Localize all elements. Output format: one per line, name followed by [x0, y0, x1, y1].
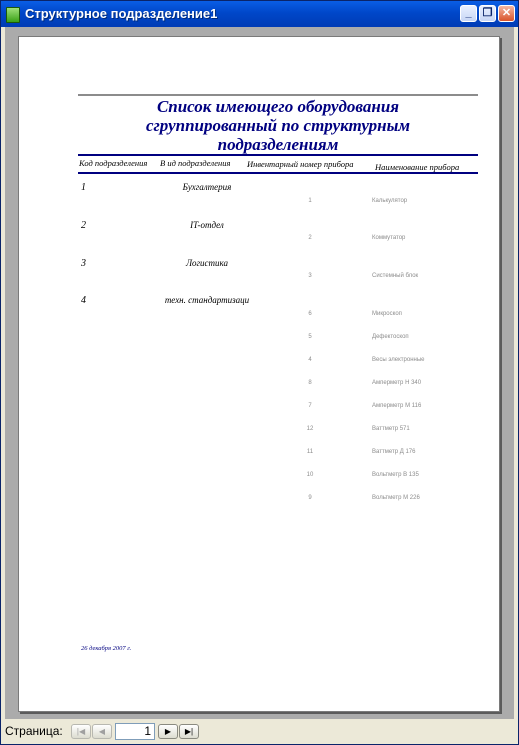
header-rule-middle: [78, 154, 478, 156]
group-name: Бухгалтерия: [182, 182, 232, 192]
device-name: Амперметр М 116: [372, 403, 422, 409]
column-header-device: Наименование прибора: [375, 162, 460, 172]
inventory-number: 1: [308, 198, 312, 204]
inventory-number: 3: [308, 273, 312, 279]
group-name: техн. стандартизаци: [164, 295, 250, 305]
group-code: 2: [81, 220, 86, 231]
device-name: Дефектоскоп: [372, 334, 409, 340]
header-rule-bottom: [78, 172, 478, 174]
device-name: Вольтметр В 135: [372, 472, 419, 478]
device-name: Микроскоп: [372, 311, 402, 317]
report-icon: [6, 7, 20, 23]
device-name: Ваттметр Д 176: [372, 449, 416, 455]
inventory-number: 11: [306, 449, 314, 455]
report-title-line-1: Список имеющего оборудования: [156, 97, 400, 116]
print-preview-area[interactable]: [5, 27, 514, 719]
header-rule-top: [78, 94, 478, 96]
inventory-number: 7: [308, 403, 312, 409]
previous-page-button[interactable]: ◀: [92, 724, 112, 739]
page-number-input[interactable]: 1: [115, 723, 155, 740]
report-title: [78, 97, 478, 154]
report-page: [18, 36, 500, 712]
device-name: Коммутатор: [372, 235, 406, 241]
group-name: IT-отдел: [190, 220, 224, 230]
inventory-number: 9: [308, 495, 312, 501]
device-name: Амперметр Н 340: [372, 380, 422, 386]
group-code: 3: [81, 258, 86, 269]
device-name: Весы электронные: [372, 357, 425, 363]
inventory-number: 8: [308, 380, 312, 386]
device-name: Калькулятор: [372, 198, 408, 204]
inventory-number: 2: [308, 235, 312, 241]
report-footer-date: 26 декабря 2007 г.: [81, 645, 132, 652]
inventory-number: 5: [308, 334, 312, 340]
inventory-number: 6: [308, 311, 312, 317]
device-name: Ваттметр 571: [372, 426, 410, 432]
group-code: 1: [81, 182, 86, 193]
next-page-button[interactable]: ▶: [158, 724, 178, 739]
column-header-inventory: Инвентарный номер прибора: [247, 159, 354, 169]
first-page-button[interactable]: |◀: [71, 724, 91, 739]
inventory-number: 10: [306, 472, 314, 478]
minimize-button[interactable]: _: [460, 5, 477, 22]
window-title: Структурное подразделение1: [25, 6, 218, 21]
group-code: 4: [81, 295, 86, 306]
device-name: Вольтметр М 226: [372, 495, 420, 501]
title-bar[interactable]: [1, 1, 518, 27]
report-title-line-3: подразделениям: [217, 135, 339, 154]
device-name: Системный блок: [372, 273, 419, 279]
group-name: Логистика: [185, 258, 229, 268]
column-header-name: В ид подразделения: [160, 158, 231, 168]
restore-button[interactable]: ❐: [479, 5, 496, 22]
column-header-code: Код подразделения: [79, 158, 148, 168]
inventory-number: 4: [308, 357, 312, 363]
close-button[interactable]: ✕: [498, 5, 515, 22]
page-navigation-bar: [1, 720, 518, 744]
report-title-line-2: сгруппированный по структурным: [145, 116, 411, 135]
inventory-number: 12: [306, 426, 314, 432]
page-label: Страница:: [5, 724, 63, 738]
last-page-button[interactable]: ▶|: [179, 724, 199, 739]
